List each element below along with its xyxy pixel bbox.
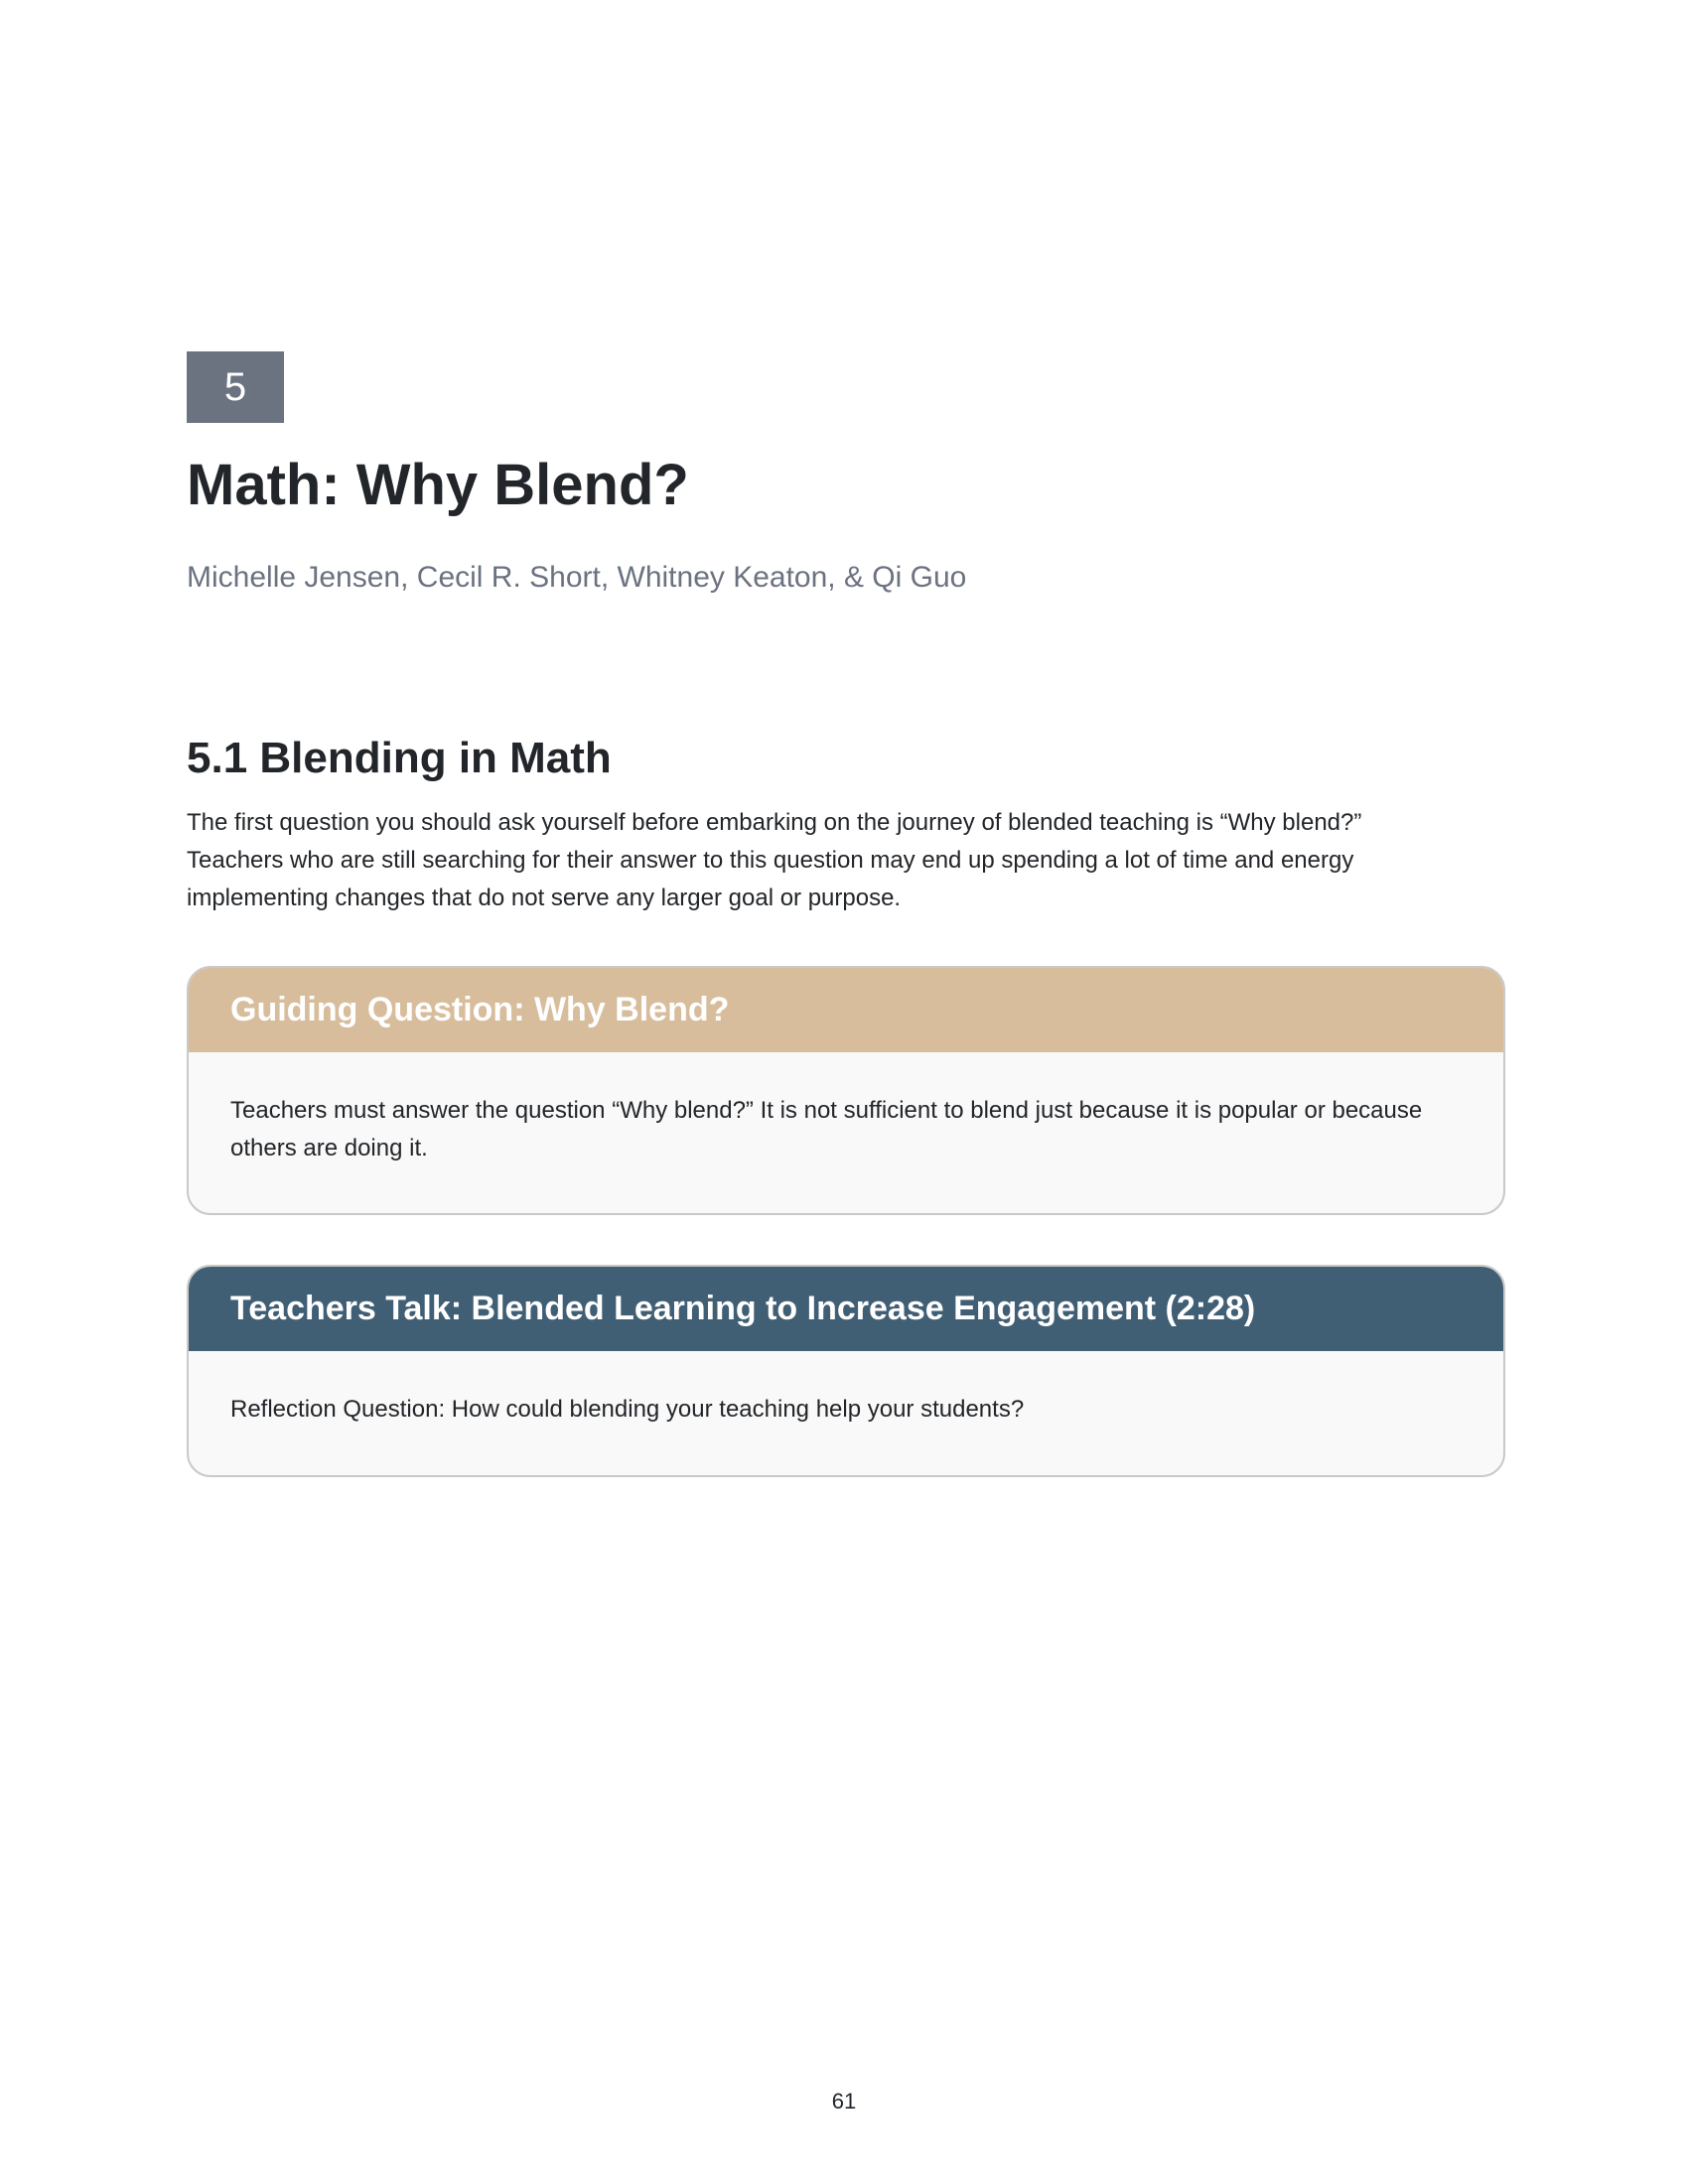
chapter-title: Math: Why Blend?: [187, 453, 689, 517]
section-paragraph: The first question you should ask yourself before embarking on the journey of blended teaching is “Why blend?” Teachers who are still searching for their answer to this question may end up spending a lot of time and energy implementing changes that do not serve any larger goal or purpose.: [187, 809, 1362, 911]
callout-body: Reflection Question: How could blending your teaching help your students?: [230, 1396, 1025, 1423]
callout-title: Teachers Talk: Blended Learning to Increase Engagement (2:28): [189, 1267, 1503, 1351]
callout-title: Guiding Question: Why Blend?: [189, 968, 1503, 1052]
chapter-authors: Michelle Jensen, Cecil R. Short, Whitney Keaton, & Qi Guo: [187, 561, 967, 594]
page-number: 61: [831, 2089, 857, 2114]
teachers-talk-callout: [187, 1265, 1505, 1477]
chapter-number-badge: 5: [187, 351, 284, 423]
callout-body: Teachers must answer the question “Why blend?” It is not sufficient to blend just because it is popular or because others are doing it.: [230, 1097, 1423, 1161]
guiding-question-callout: [187, 966, 1505, 1215]
section-heading: 5.1 Blending in Math: [187, 734, 612, 782]
